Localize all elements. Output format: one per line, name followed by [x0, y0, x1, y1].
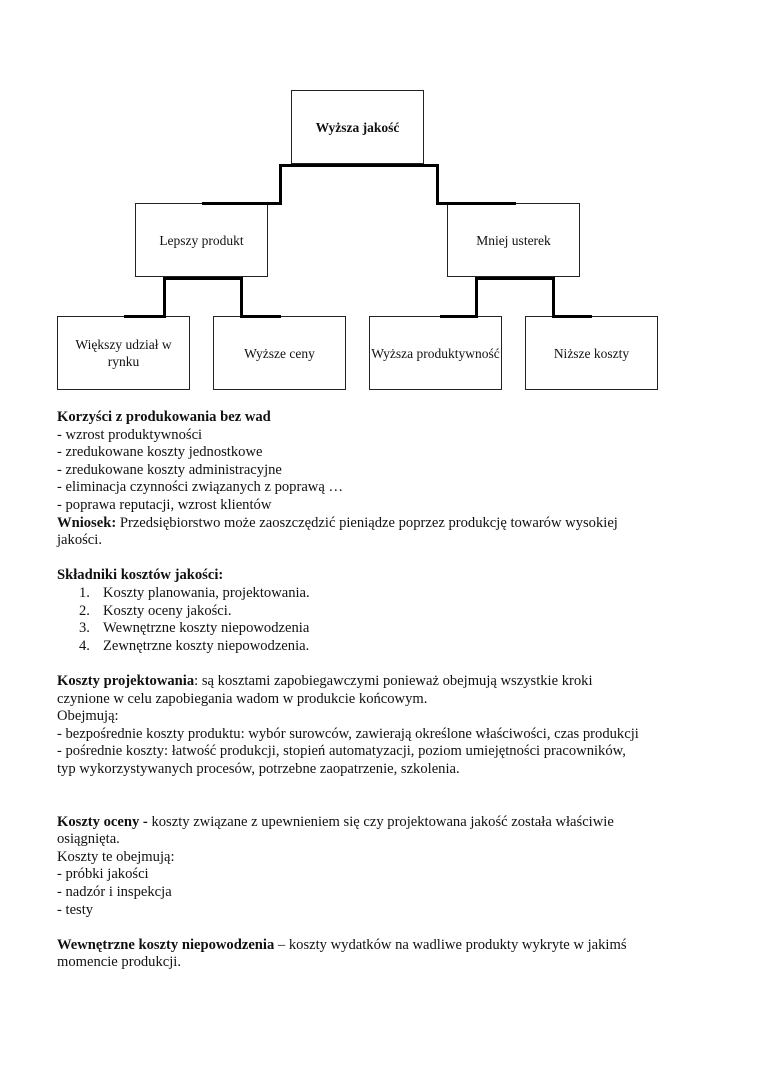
design-costs-text: : są kosztami zapobiegawczymi ponieważ obejmują wszystkie kroki	[194, 672, 593, 689]
conclusion-text: Przedsiębiorstwo może zaoszczędzić pieniądze poprzez produkcję towarów wysokiej	[116, 514, 618, 531]
appraisal-costs-line: osiągnięta.	[57, 831, 120, 848]
connector-line	[436, 164, 439, 204]
list-item: - poprawa reputacji, wzrost klientów	[57, 496, 272, 513]
connector-line	[475, 277, 478, 317]
connector-line	[436, 202, 516, 205]
list-item: - próbki jakości	[57, 866, 149, 883]
connector-line	[552, 277, 555, 317]
diagram-leaf-box: Niższe koszty	[525, 316, 658, 390]
conclusion-label: Wniosek:	[57, 514, 117, 531]
item-text: Koszty planowania, projektowania.	[103, 584, 310, 601]
connector-line	[279, 164, 282, 204]
connector-line	[475, 277, 555, 280]
item-text: Zewnętrzne koszty niepowodzenia.	[103, 637, 310, 654]
item-number: 1.	[79, 584, 90, 601]
conclusion-line-2: jakości.	[57, 532, 102, 549]
diagram-mid-left-box: Lepszy produkt	[135, 203, 268, 277]
list-item: - eliminacja czynności związanych z poprawą …	[57, 479, 344, 496]
connector-line	[240, 315, 281, 318]
numbered-item	[57, 585, 717, 603]
appraisal-costs-line: Koszty te obejmują:	[57, 848, 175, 865]
internal-failure-line	[57, 937, 717, 955]
connector-line	[240, 277, 243, 317]
diagram-root-box: Wyższa jakość	[291, 90, 424, 164]
diagram-leaf-box: Wyższa produktywność	[369, 316, 502, 390]
appraisal-costs-line	[57, 814, 717, 832]
connector-line	[279, 164, 439, 167]
design-costs-line: - pośrednie koszty: łatwość produkcji, stopień automatyzacji, poziom umiejętności pracowników,	[57, 743, 626, 760]
design-costs-line: Obejmują:	[57, 708, 119, 725]
item-number: 2.	[79, 602, 90, 619]
item-text: Koszty oceny jakości.	[103, 602, 232, 619]
numbered-item	[57, 620, 717, 638]
diagram-mid-right-box: Mniej usterek	[447, 203, 580, 277]
internal-failure-text: – koszty wydatków na wadliwe produkty wykryte w jakimś	[274, 936, 627, 953]
connector-line	[124, 315, 166, 318]
design-costs-label: Koszty projektowania	[57, 672, 195, 689]
list-item: - zredukowane koszty administracyjne	[57, 461, 282, 478]
list-item: - zredukowane koszty jednostkowe	[57, 444, 263, 461]
item-number: 3.	[79, 620, 90, 637]
benefits-heading	[57, 409, 717, 427]
appraisal-costs-text: koszty związane z upewnieniem się czy projektowana jakość została właściwie	[147, 813, 614, 830]
design-costs-line: typ wykorzystywanych procesów, potrzebne zaopatrzenie, szkolenia.	[57, 760, 460, 777]
appraisal-costs-label: Koszty oceny -	[57, 813, 148, 830]
connector-line	[552, 315, 592, 318]
design-costs-line: - bezpośrednie koszty produktu: wybór surowców, zawierają określone właściwości, czas produkcji	[57, 725, 639, 742]
internal-failure-line: momencie produkcji.	[57, 954, 182, 971]
list-item: - testy	[57, 901, 94, 918]
document-body	[57, 409, 717, 972]
components-heading-text: Składniki kosztów jakości:	[57, 567, 224, 584]
numbered-item	[57, 638, 717, 656]
benefits-heading-text: Korzyści z produkowania bez wad	[57, 409, 271, 425]
internal-failure-label: Wewnętrzne koszty niepowodzenia	[57, 936, 275, 953]
components-heading	[57, 567, 717, 585]
item-number: 4.	[79, 637, 90, 654]
connector-line	[202, 202, 282, 205]
design-costs-line: czynione w celu zapobiegania wadom w produkcie końcowym.	[57, 690, 428, 707]
list-item: - wzrost produktywności	[57, 426, 203, 443]
diagram-leaf-box: Wyższe ceny	[213, 316, 346, 390]
diagram-leaf-box: Większy udział w rynku	[57, 316, 190, 390]
connector-line	[163, 277, 166, 317]
list-item: - nadzór i inspekcja	[57, 884, 172, 901]
item-text: Wewnętrzne koszty niepowodzenia	[103, 620, 310, 637]
conclusion-line	[57, 515, 717, 533]
design-costs-line	[57, 673, 717, 691]
connector-line	[440, 315, 478, 318]
connector-line	[163, 277, 243, 280]
numbered-item	[57, 603, 717, 621]
